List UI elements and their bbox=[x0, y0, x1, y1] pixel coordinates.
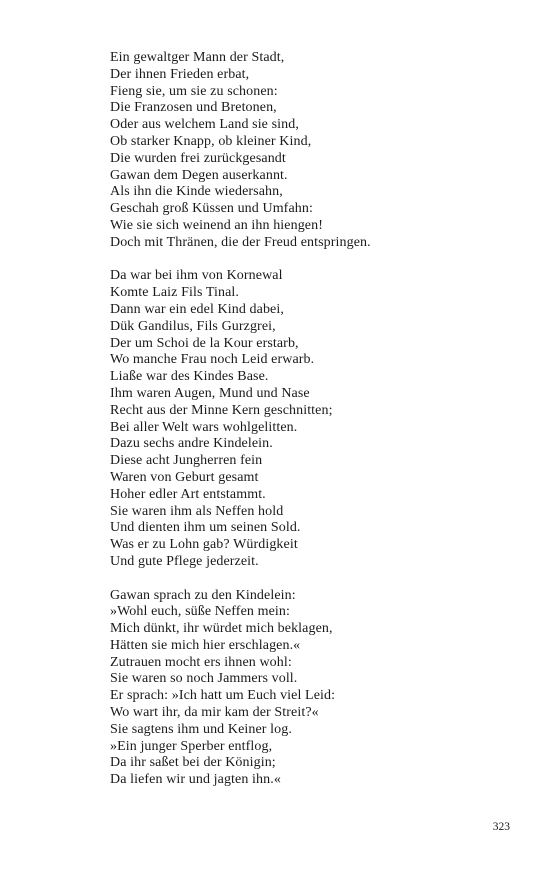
verse-line: Fieng sie, um sie zu schonen: bbox=[110, 83, 278, 99]
verse-line: Hoher edler Art entstammt. bbox=[110, 486, 266, 502]
verse-line: Die wurden frei zurückgesandt bbox=[110, 150, 286, 166]
verse-line: Zutrauen mocht ers ihnen wohl: bbox=[110, 654, 292, 670]
verse-line: Ein gewaltger Mann der Stadt, bbox=[110, 50, 285, 65]
verse-line: Wo manche Frau noch Leid erwarb. bbox=[110, 352, 315, 368]
verse-line: Dazu sechs andre Kindelein. bbox=[110, 436, 273, 452]
verse-line: Sie sagtens ihm und Keiner log. bbox=[110, 721, 292, 737]
verse-line: Waren von Geburt gesamt bbox=[110, 469, 259, 485]
verse-line: Und dienten ihm um seinen Sold. bbox=[110, 520, 301, 536]
stanza-1 bbox=[110, 50, 510, 252]
verse-line: Hätten sie mich hier erschlagen.« bbox=[110, 637, 301, 653]
verse-line: Ob starker Knapp, ob kleiner Kind, bbox=[110, 133, 312, 149]
verse-line: Recht aus der Minne Kern geschnitten; bbox=[110, 402, 333, 418]
verse-line: Er sprach: »Ich hatt um Euch viel Leid: bbox=[110, 688, 336, 704]
poem-text bbox=[110, 50, 510, 806]
verse-line: Wo wart ihr, da mir kam der Streit?« bbox=[110, 705, 319, 721]
verse-line: Geschah groß Küssen und Umfahn: bbox=[110, 201, 313, 217]
verse-line: Komte Laiz Fils Tinal. bbox=[110, 285, 239, 301]
verse-line: Und gute Pflege jederzeit. bbox=[110, 553, 259, 569]
verse-line: Was er zu Lohn gab? Würdigkeit bbox=[110, 537, 298, 553]
verse-line: Diese acht Jungherren fein bbox=[110, 453, 263, 469]
verse-line: »Wohl euch, süße Neffen mein: bbox=[110, 604, 290, 620]
verse-line: »Ein junger Sperber entflog, bbox=[110, 738, 273, 754]
verse-line: Dann war ein edel Kind dabei, bbox=[110, 301, 284, 317]
verse-line: Als ihn die Kinde wiedersahn, bbox=[110, 184, 283, 200]
verse-line: Oder aus welchem Land sie sind, bbox=[110, 117, 299, 133]
verse-line: Mich dünkt, ihr würdet mich beklagen, bbox=[110, 621, 333, 637]
verse-line: Sie waren so noch Jammers voll. bbox=[110, 671, 298, 687]
verse-line: Bei aller Welt wars wohlgelitten. bbox=[110, 419, 298, 435]
verse-line: Gawan sprach zu den Kindelein: bbox=[110, 587, 296, 603]
verse-line: Gawan dem Degen auserkannt. bbox=[110, 167, 288, 183]
stanza-3 bbox=[110, 588, 510, 790]
verse-line: Da ihr saßet bei der Königin; bbox=[110, 755, 276, 771]
page-number: 323 bbox=[492, 821, 510, 833]
verse-line: Der ihnen Frieden erbat, bbox=[110, 66, 250, 82]
verse-line: Dük Gandilus, Fils Gurzgrei, bbox=[110, 318, 276, 334]
verse-line: Da liefen wir und jagten ihn.« bbox=[110, 772, 281, 788]
verse-line: Wie sie sich weinend an ihn hiengen! bbox=[110, 217, 323, 233]
verse-line: Die Franzosen und Bretonen, bbox=[110, 100, 277, 116]
verse-line: Liaße war des Kindes Base. bbox=[110, 369, 269, 385]
verse-line: Sie waren ihm als Neffen hold bbox=[110, 503, 284, 519]
stanza-2 bbox=[110, 268, 510, 570]
verse-line: Da war bei ihm von Kornewal bbox=[110, 268, 283, 284]
verse-line: Ihm waren Augen, Mund und Nase bbox=[110, 385, 310, 401]
verse-line: Doch mit Thränen, die der Freud entspringen. bbox=[110, 234, 371, 250]
verse-line: Der um Schoi de la Kour erstarb, bbox=[110, 335, 299, 351]
